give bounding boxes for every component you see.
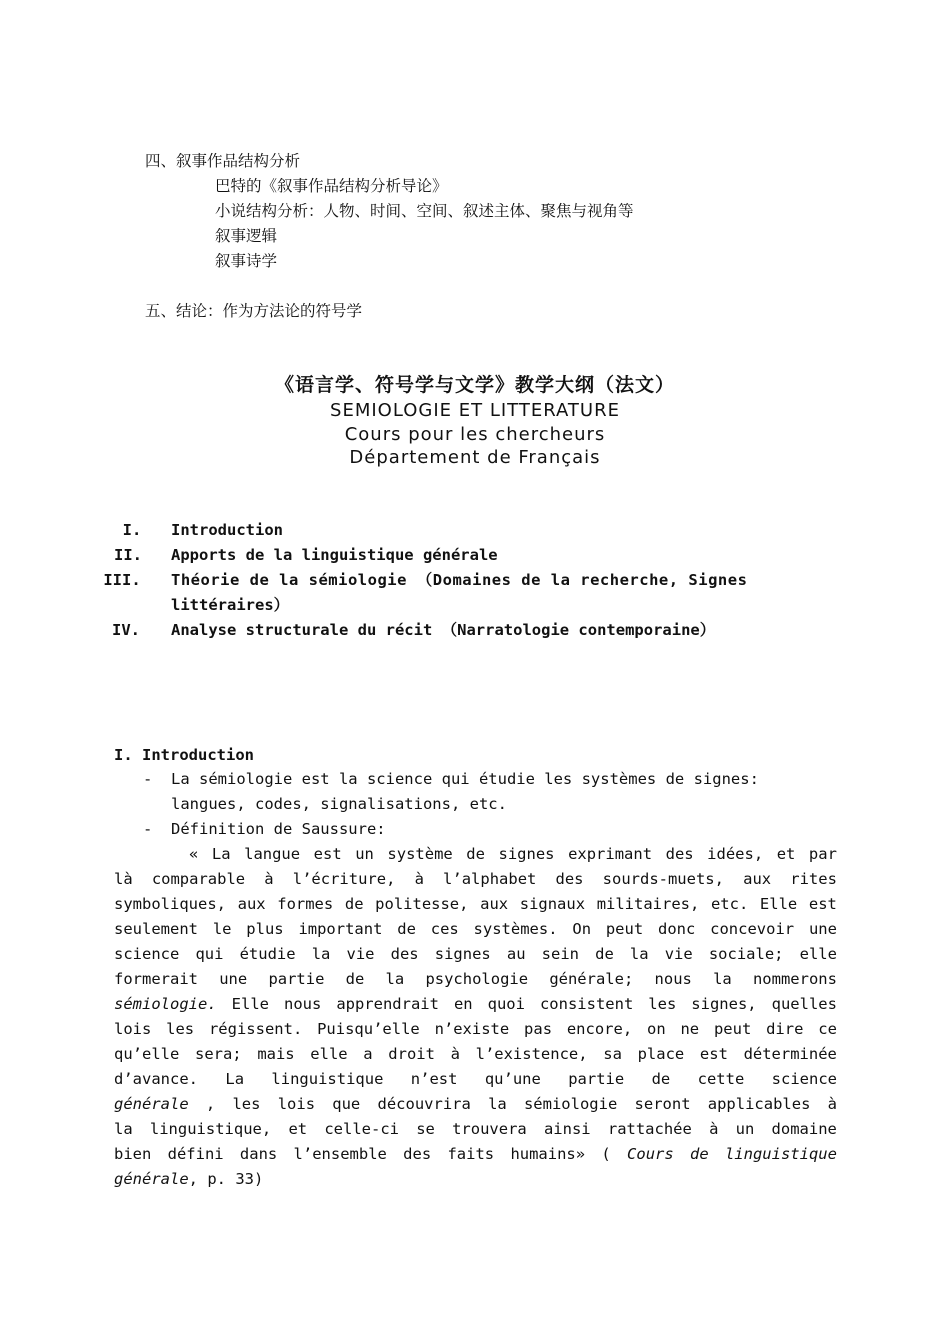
quote-word: par [808,845,837,863]
quote-line [114,1142,837,1167]
quote-word: la [311,945,331,963]
quote-word: science [114,945,180,963]
quote-word: exprimant [568,845,653,863]
quote-word: humains» [510,1145,586,1163]
quote-word: Elle [759,895,798,913]
quote-word: linguistique [271,1070,384,1088]
quote-word: un [735,1120,755,1138]
toc-number: IV. [112,621,140,639]
quote-word: aux [480,895,509,913]
toc-text: Introduction [171,521,283,539]
quote-word: à [414,870,424,888]
quote-word: linguistique, [149,1120,272,1138]
toc-text: Analyse structurale du récit （Narratologie contemporaine） [171,621,716,639]
quote-word: des [665,845,694,863]
quote-line [114,842,837,867]
quote-word: consistent [539,995,634,1013]
quote-word: quoi [487,995,525,1013]
quote-word: linguistique [724,1145,837,1163]
quote-word: pas [524,1020,553,1038]
quote-word: des [390,945,419,963]
quote-word: a [363,1045,373,1063]
quote-line [114,917,837,942]
quote-word: quelles [771,995,837,1013]
quote-word: n’existe [434,1020,510,1038]
quote-word: domaine [771,1120,837,1138]
quote-word: générale; [549,970,634,988]
quote-word: au [506,945,526,963]
quote-word: vie [664,945,693,963]
toc-text: Apports de la linguistique générale [171,546,498,564]
bullet-text-continuation: langues, codes, signalisations, etc. [171,795,507,813]
quote-word: nous [654,970,692,988]
outline-section-4: 四、叙事作品结构分析 [145,152,301,170]
quote-word: La [211,845,231,863]
quote-word: de [397,920,416,938]
quote-line [114,867,837,892]
quote-word: peut [713,1020,752,1038]
quote-word: de [466,845,485,863]
quote-word: applicables [707,1095,811,1113]
quote-word: nous [283,995,322,1013]
quote-word: partie [268,970,325,988]
quote-word: politesse, [375,895,469,913]
quote-line [114,992,837,1017]
toc-text: Théorie de la sémiologie （Domaines de la recherche, Signes [171,571,748,589]
quote-word: aux [743,870,772,888]
quote-word: se [416,1120,435,1138]
quote-line [114,1092,837,1117]
quote-word: nommerons [752,970,837,988]
quote-word: découvrira [377,1095,471,1113]
quote-word: est [699,1045,728,1063]
quote-word: psychologie [425,970,529,988]
quote-word: la [713,970,732,988]
quote-word: militaires, [596,895,700,913]
quote-word: d’avance. [114,1070,198,1088]
quote-line [114,1117,837,1142]
quote-word: là [114,870,133,888]
quote-word: sociale; [708,945,784,963]
quote-word: que [332,1095,361,1113]
department: Département de Français [349,447,601,468]
quote-line [114,892,837,917]
bullet-dash: - [143,820,153,838]
quote-word: seront [634,1095,691,1113]
quote-word: sémiologie [523,1095,618,1113]
quote-word: dire [766,1020,804,1038]
quote-word: partie [568,1070,625,1088]
quote-line [114,1167,837,1192]
quote-word: des [403,1145,432,1163]
quote-word: science [771,1070,837,1088]
bullet-text: La sémiologie est la science qui étudie les systèmes de signes: [171,770,759,788]
quote-word: aux [237,895,266,913]
quote-word: un [355,845,374,863]
quote-word: n’est [410,1070,458,1088]
toc-text: littéraires） [171,596,290,614]
quote-word: signes, [691,995,757,1013]
quote-line [114,1042,837,1067]
bullet-dash: - [143,770,153,788]
quote-word: rattachée [607,1120,692,1138]
quote-word: sera; [194,1045,242,1063]
outline-item: 巴特的《叙事作品结构分析导论》 [215,177,448,195]
quote-word: à [827,1095,837,1113]
quote-word: signes [498,845,555,863]
toc-number: I. [122,521,142,539]
quote-word: la [385,970,405,988]
outline-item: 叙事诗学 [215,252,278,270]
quote-word: droit [388,1045,435,1063]
italic-term: générale [114,1170,189,1188]
quote-word: de [651,1070,671,1088]
bullet-text: Définition de Saussure: [171,820,386,838]
quote-word: symboliques, [114,895,226,913]
quote-word: les [166,1020,195,1038]
quote-word: peut [605,920,644,938]
section-heading: I. Introduction [114,746,254,764]
quote-word: la [488,1095,507,1113]
quote-word: une [808,920,837,938]
toc-number: II. [114,546,142,564]
quote-line [114,1017,837,1042]
syllabus-title: 《语言学、符号学与文学》教学大纲（法文） [274,374,675,396]
quote-word: elle [310,1045,348,1063]
saussure-quote [114,842,837,1192]
quote-word: elle [799,945,837,963]
quote-word: la [629,945,649,963]
quote-word: qu’une [484,1070,541,1088]
quote-word: seulement [114,920,198,938]
quote-word: l’écriture, [292,870,396,888]
quote-word: les [648,995,677,1013]
quote-word: étudie [239,945,296,963]
quote-word: trouvera [452,1120,527,1138]
quote-word: faits [447,1145,495,1163]
quote-word: et [288,1120,308,1138]
quote-word: la [114,1120,133,1138]
quote-word: mais [257,1045,295,1063]
quote-word: des [555,870,584,888]
quote-word: qu’elle [114,1045,180,1063]
quote-word: et [776,845,796,863]
toc-number: III. [103,571,141,589]
quote-word: l’existence, [475,1045,588,1063]
quote-line [114,942,837,967]
quote-word: une [219,970,248,988]
quote-word: de [344,895,364,913]
quote-word: cette [697,1070,745,1088]
quote-word: vie [346,945,375,963]
quote-word: ainsi [543,1120,591,1138]
course-audience: Cours pour les chercheurs [344,424,606,445]
quote-word: à [450,1045,460,1063]
quote-word: générale [114,1095,189,1113]
quote-word: déterminée [743,1045,837,1063]
quote-word: défini [167,1145,224,1163]
quote-word: celle-ci [324,1120,399,1138]
quote-word: les [232,1095,261,1113]
quote-word: etc. [710,895,749,913]
quote-word: plus [246,920,284,938]
quote-word: La [225,1070,245,1088]
quote-word: comparable [151,870,246,888]
quote-word: l’ensemble [293,1145,387,1163]
quote-word: de [345,970,365,988]
quote-word: le [212,920,232,938]
quote-word: bien [114,1145,152,1163]
quote-word: sémiologie. [114,995,217,1013]
quote-word: ces [430,920,459,938]
quote-word: à [709,1120,719,1138]
quote-word: encore, [566,1020,633,1038]
quote-word: Elle [231,995,269,1013]
quote-word: signaux [519,895,586,913]
quote-word: l’alphabet [443,870,537,888]
quote-word: sein [541,945,579,963]
quote-word: sourds-muets, [602,870,724,888]
quote-word: lois [277,1095,316,1113]
quote-word: lois [114,1020,152,1038]
quote-word: de [595,945,614,963]
quote-word: « [189,845,199,863]
quote-word: sa [603,1045,622,1063]
quote-word: ce [818,1020,837,1038]
course-title: SEMIOLOGIE ET LITTERATURE [330,400,620,421]
quote-word: on [646,1020,666,1038]
quote-word: , [205,1095,216,1113]
quote-word: ne [680,1020,700,1038]
quote-word: On [572,920,592,938]
quote-word: régissent. [208,1020,303,1038]
quote-word: dans [239,1145,278,1163]
quote-word: apprendrait [336,995,439,1013]
quote-word: systèmes. [473,920,558,938]
quote-word: signes [434,945,491,963]
quote-word: idées, [707,845,764,863]
quote-word: important [298,920,383,938]
outline-section-5: 五、结论：作为方法论的符号学 [145,302,363,320]
quote-word: qui [195,945,224,963]
quote-word: Cours [627,1145,674,1163]
quote-word: en [453,995,473,1013]
quote-word: rites [790,870,837,888]
quote-word: est [313,845,342,863]
quote-word: place [637,1045,685,1063]
quote-line [114,967,837,992]
outline-item: 叙事逻辑 [215,227,278,245]
quote-word: est [808,895,837,913]
quote-line [114,1067,837,1092]
quote-word: concevoir [710,920,795,938]
quote-word: système [387,845,453,863]
quote-word: formerait [114,970,198,988]
quote-word: formes [277,895,334,913]
quote-word: langue [244,845,301,863]
outline-item: 小说结构分析：人物、时间、空间、叙述主体、聚焦与视角等 [215,202,634,220]
quote-word: donc [657,920,696,938]
quote-word: ( [601,1145,611,1163]
quote-word: Puisqu’elle [317,1020,420,1038]
quote-word: à [264,870,274,888]
quote-text: générale, p. 33) [114,1170,264,1188]
quote-word: de [690,1145,709,1163]
